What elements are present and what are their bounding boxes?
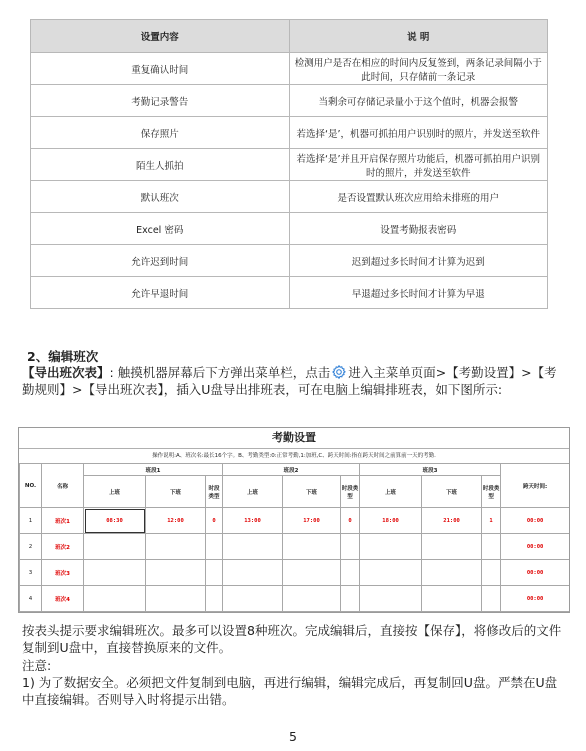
cell-on[interactable] [84, 586, 146, 612]
cell-cross[interactable]: 00:00 [501, 508, 570, 534]
cell-off[interactable] [283, 586, 341, 612]
cell-off[interactable]: 12:00 [146, 508, 206, 534]
export-shift-paragraph [22, 364, 568, 398]
row-no: 1 [20, 508, 42, 534]
export-shift-label: 【导出班次表】 [22, 365, 110, 380]
shift-spreadsheet [18, 427, 570, 613]
group-1: 班段1 [84, 464, 223, 476]
cell-type[interactable]: 1 [482, 508, 501, 534]
col-name: 名称 [42, 464, 84, 508]
col-cross-day: 跨天时间: [501, 464, 570, 508]
col-on: 上班 [84, 476, 146, 508]
setting-name: 陌生人抓拍 [31, 149, 290, 181]
cell-on[interactable] [360, 586, 422, 612]
setting-description: 设置考勤报表密码 [289, 213, 548, 245]
table-row [31, 53, 548, 85]
shift-name: 班次4 [42, 586, 84, 612]
cell-on[interactable]: 08:30 [84, 508, 146, 534]
setting-name: 保存照片 [31, 117, 290, 149]
cell-off[interactable] [283, 560, 341, 586]
cell-type[interactable] [206, 534, 223, 560]
setting-description: 若选择‘是’并且开启保存照片功能后，机器可抓拍用户识别时的照片，并发送至软件 [289, 149, 548, 181]
cell-off[interactable] [146, 586, 206, 612]
table-row [20, 508, 570, 534]
row-no: 2 [20, 534, 42, 560]
table-row [20, 534, 570, 560]
table-row [31, 149, 548, 181]
col-off: 下班 [283, 476, 341, 508]
sheet-title: 考勤设置 [272, 431, 316, 444]
cell-type[interactable] [206, 560, 223, 586]
cell-off[interactable]: 17:00 [283, 508, 341, 534]
cell-cross[interactable]: 00:00 [501, 586, 570, 612]
table-row [31, 245, 548, 277]
edit-instructions-paragraph: 按表头提示要求编辑班次。最多可以设置8种班次。完成编辑后，直接按【保存】，将修改后的文件复制到U盘中，直接替换原来的文件。 [22, 623, 562, 655]
setting-description: 检测用户是否在相应的时间内反复签到，两条记录间隔小于此时间，只存储前一条记录 [289, 53, 548, 85]
setting-description: 当剩余可存储记录量小于这个值时，机器会报警 [289, 85, 548, 117]
settings-table [30, 19, 548, 309]
cell-off[interactable] [422, 586, 482, 612]
page-number: 5 [289, 729, 297, 744]
cell-on[interactable] [84, 534, 146, 560]
cell-on[interactable]: 13:00 [223, 508, 283, 534]
row-no: 4 [20, 586, 42, 612]
col-on: 上班 [223, 476, 283, 508]
cell-type[interactable]: 0 [341, 508, 360, 534]
settings-table-header [31, 20, 548, 53]
cell-off[interactable] [283, 534, 341, 560]
cell-off[interactable] [422, 560, 482, 586]
col-type: 时段类型 [206, 476, 223, 508]
cell-off[interactable] [146, 560, 206, 586]
cell-on[interactable]: 18:00 [360, 508, 422, 534]
sub-header-row [20, 476, 570, 508]
cell-cross[interactable]: 00:00 [501, 560, 570, 586]
cell-off[interactable] [146, 534, 206, 560]
shift-name: 班次3 [42, 560, 84, 586]
cell-type[interactable] [341, 534, 360, 560]
row-no: 3 [20, 560, 42, 586]
gear-icon [331, 364, 347, 380]
cell-on[interactable] [360, 560, 422, 586]
cell-type[interactable] [482, 560, 501, 586]
sheet-instructions: 操作说明:A、班次名:最长16个字。B、考勤类型:0:正常考勤,1:加班,C、跨天时间:指在跨天时间之前算前一天的考勤. [19, 448, 569, 464]
cell-type[interactable] [341, 586, 360, 612]
table-row [20, 586, 570, 612]
cell-off[interactable] [422, 534, 482, 560]
export-shift-text-a: : 触摸机器屏幕后下方弹出菜单栏，点击 [109, 365, 331, 380]
note-item-1: 1) 为了数据安全。必须把文件复制到电脑，再进行编辑，编辑完成后，再复制回U盘。严禁在U盘中直接编辑。否则导入时将提示出错。 [22, 675, 558, 707]
col-no: NO. [20, 464, 42, 508]
col-type: 时段类型 [341, 476, 360, 508]
shift-name: 班次1 [42, 508, 84, 534]
table-row [31, 277, 548, 309]
setting-name: 允许早退时间 [31, 277, 290, 309]
cell-on[interactable] [223, 586, 283, 612]
setting-description: 早退超过多长时间才计算为早退 [289, 277, 548, 309]
setting-description: 若选择‘是’，机器可抓拍用户识别时的照片，并发送至软件 [289, 117, 548, 149]
col-off: 下班 [146, 476, 206, 508]
setting-name: 重复确认时间 [31, 53, 290, 85]
note-label: 注意: [22, 658, 52, 673]
cell-on[interactable] [223, 560, 283, 586]
cell-type[interactable] [206, 586, 223, 612]
col-off: 下班 [422, 476, 482, 508]
header-setting: 设置内容 [31, 20, 290, 53]
setting-name: Excel 密码 [31, 213, 290, 245]
header-description: 说 明 [289, 20, 548, 53]
shift-table [19, 463, 570, 612]
cell-type[interactable] [341, 560, 360, 586]
table-row [31, 85, 548, 117]
setting-name: 默认班次 [31, 181, 290, 213]
shift-name: 班次2 [42, 534, 84, 560]
setting-name: 考勤记录警告 [31, 85, 290, 117]
group-header-row [20, 464, 570, 476]
table-row [31, 117, 548, 149]
table-row [31, 213, 548, 245]
col-on: 上班 [360, 476, 422, 508]
export-shift-text-b: 进入主菜单页面>【考勤设置】>【考勤规则】>【导出班次表】，插入U盘导出排班表，可在电脑上编辑排班表，如下图所示: [22, 365, 557, 397]
setting-description: 是否设置默认班次应用给未排班的用户 [289, 181, 548, 213]
table-row [31, 181, 548, 213]
group-3: 班段3 [360, 464, 501, 476]
col-type: 时段类型 [482, 476, 501, 508]
section-title: 2、编辑班次 [27, 349, 99, 364]
cell-type[interactable] [482, 534, 501, 560]
cell-type[interactable]: 0 [206, 508, 223, 534]
group-2: 班段2 [223, 464, 360, 476]
setting-description: 迟到超过多长时间才计算为迟到 [289, 245, 548, 277]
cell-cross[interactable]: 00:00 [501, 534, 570, 560]
table-row [20, 560, 570, 586]
cell-on[interactable] [360, 534, 422, 560]
cell-off[interactable]: 21:00 [422, 508, 482, 534]
cell-on[interactable] [84, 560, 146, 586]
cell-type[interactable] [482, 586, 501, 612]
cell-on[interactable] [223, 534, 283, 560]
setting-name: 允许迟到时间 [31, 245, 290, 277]
